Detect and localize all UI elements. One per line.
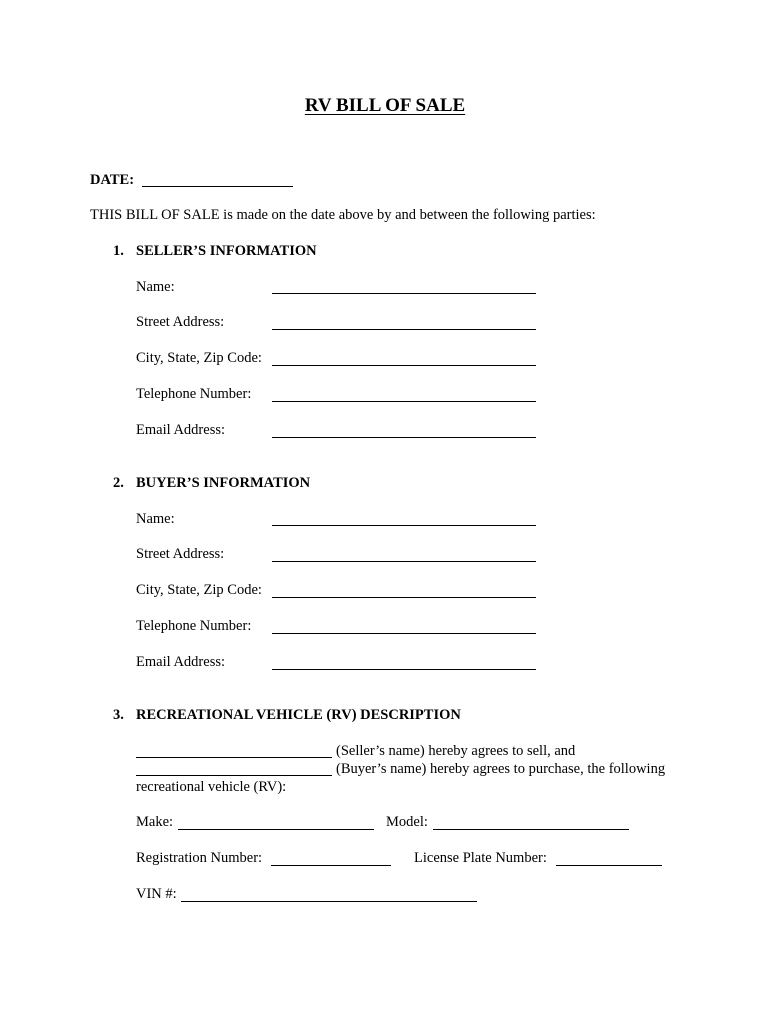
seller-phone-field[interactable] — [272, 401, 536, 402]
seller-phone-label: Telephone Number: — [136, 386, 252, 402]
seller-street-field[interactable] — [272, 329, 536, 330]
section-1-heading: SELLER’S INFORMATION — [136, 243, 317, 259]
seller-email-field[interactable] — [272, 437, 536, 438]
seller-street-label: Street Address: — [136, 314, 225, 330]
section-3-heading: RECREATIONAL VEHICLE (RV) DESCRIPTION — [136, 707, 461, 723]
document-title: RV BILL OF SALE — [304, 95, 466, 116]
license-plate-field[interactable] — [556, 865, 662, 866]
section-2-heading: BUYER’S INFORMATION — [136, 475, 311, 491]
model-label: Model: — [386, 814, 428, 830]
buyer-name-blank[interactable] — [136, 775, 332, 776]
buyer-city-field[interactable] — [272, 597, 536, 598]
buyer-name-field[interactable] — [272, 525, 536, 526]
section-2-number: 2. — [113, 475, 124, 491]
buyer-email-label: Email Address: — [136, 654, 226, 670]
vin-label: VIN #: — [136, 886, 177, 902]
section-1-number: 1. — [113, 243, 124, 259]
model-field[interactable] — [433, 829, 629, 830]
registration-label: Registration Number: — [136, 850, 263, 866]
buyer-phone-label: Telephone Number: — [136, 618, 252, 634]
seller-name-field[interactable] — [272, 293, 536, 294]
buyer-city-label: City, State, Zip Code: — [136, 582, 262, 598]
buyer-name-label: Name: — [136, 511, 175, 527]
seller-name-blank[interactable] — [136, 757, 332, 758]
seller-city-label: City, State, Zip Code: — [136, 350, 262, 366]
rv-clause: recreational vehicle (RV): — [136, 779, 287, 795]
seller-email-label: Email Address: — [136, 422, 226, 438]
make-label: Make: — [136, 814, 174, 830]
vin-field[interactable] — [181, 901, 477, 902]
date-field[interactable] — [142, 186, 293, 187]
seller-city-field[interactable] — [272, 365, 536, 366]
seller-name-label: Name: — [136, 279, 175, 295]
buyer-clause: (Buyer’s name) hereby agrees to purchase, the following — [336, 761, 666, 777]
buyer-phone-field[interactable] — [272, 633, 536, 634]
date-label: DATE: — [90, 172, 135, 188]
intro-paragraph: THIS BILL OF SALE is made on the date above by and between the following parties: — [90, 207, 596, 223]
license-plate-label: License Plate Number: — [414, 850, 547, 866]
seller-clause: (Seller’s name) hereby agrees to sell, and — [336, 743, 576, 759]
section-3-number: 3. — [113, 707, 124, 723]
buyer-street-label: Street Address: — [136, 546, 225, 562]
registration-field[interactable] — [271, 865, 391, 866]
make-field[interactable] — [178, 829, 374, 830]
buyer-email-field[interactable] — [272, 669, 536, 670]
buyer-street-field[interactable] — [272, 561, 536, 562]
